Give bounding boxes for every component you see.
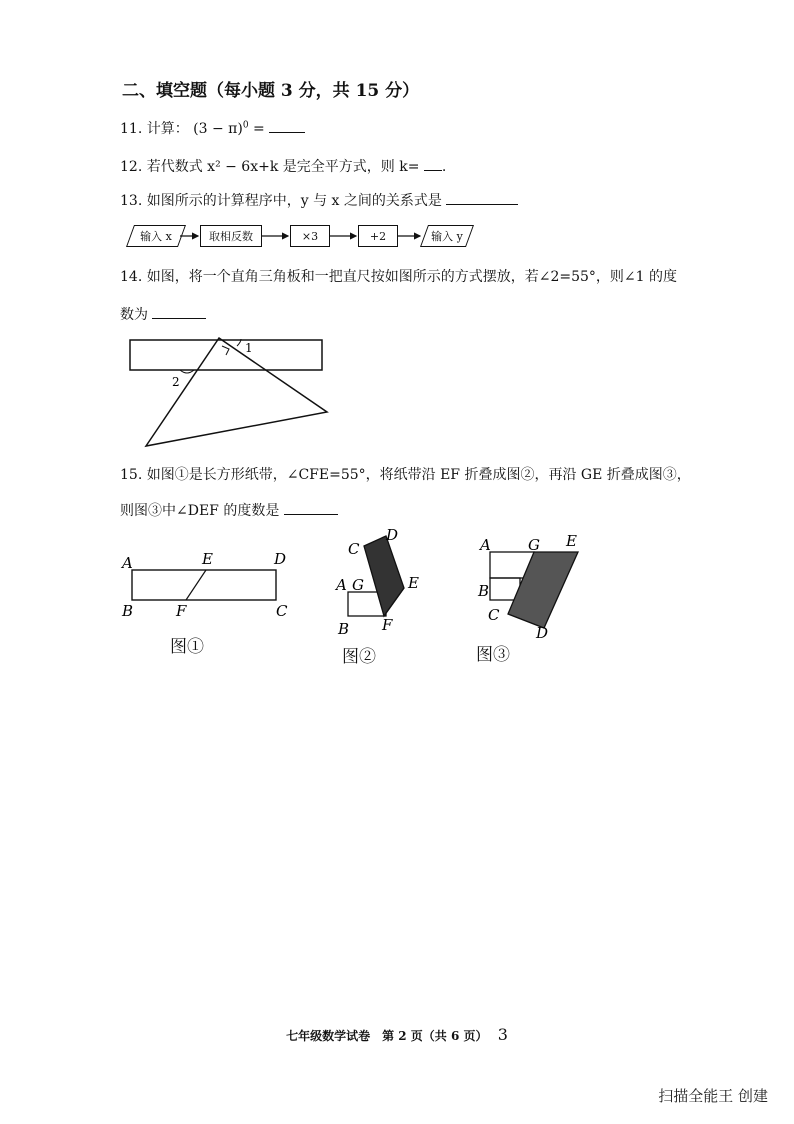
label-d: D xyxy=(386,526,399,544)
figure-3 xyxy=(474,530,590,640)
label-b: B xyxy=(122,602,134,620)
question-11 xyxy=(120,118,305,138)
question-text: 若代数式 x² − 6x+k 是完全平方式，则 k= xyxy=(146,159,420,175)
answer-blank[interactable] xyxy=(446,192,518,205)
section-title: 二、填空题（每小题 3 分，共 15 分） xyxy=(122,81,420,101)
flow-output-box: 输入 y xyxy=(424,225,470,247)
question-text: 如图，将一个直角三角板和一把直尺按如图所示的方式摆放，若∠2=55°，则∠1 的度 xyxy=(146,269,677,285)
question-number: 14. xyxy=(120,269,143,285)
label-a: A xyxy=(122,554,133,572)
line-ef xyxy=(186,570,206,600)
figure-3-caption: 图③ xyxy=(476,645,510,665)
footer-text: 七年级数学试卷 第 2 页（共 6 页） xyxy=(286,1029,488,1043)
label-e: E xyxy=(202,550,213,568)
question-number: 12. xyxy=(120,159,143,175)
label-b: B xyxy=(478,582,490,600)
label-a: A xyxy=(480,536,491,554)
answer-blank[interactable] xyxy=(152,306,206,319)
equals-sign: = xyxy=(253,121,265,137)
figure-2 xyxy=(334,526,434,638)
right-angle-mark xyxy=(222,346,229,355)
question-text-continued: 数为 xyxy=(120,307,148,323)
angle-2-label: 2 xyxy=(172,375,180,389)
math-expression: (3 − π) xyxy=(193,121,243,137)
label-d: D xyxy=(274,550,287,568)
folded-strip xyxy=(508,552,578,628)
question-15 xyxy=(120,464,691,484)
label-a: A xyxy=(336,576,347,594)
label-f: F xyxy=(382,616,393,634)
answer-blank[interactable] xyxy=(424,158,442,171)
page-footer xyxy=(0,1025,794,1044)
label-g: G xyxy=(528,536,540,554)
question-14-line2 xyxy=(120,304,206,324)
exponent: 0 xyxy=(242,120,249,131)
paper-strip xyxy=(132,570,276,600)
question-number: 15. xyxy=(120,467,143,483)
label-b: B xyxy=(338,620,350,638)
label-g: G xyxy=(352,576,364,594)
right-triangle xyxy=(146,338,327,446)
question-15-line2 xyxy=(120,500,338,520)
program-flowchart xyxy=(126,223,476,249)
question-14 xyxy=(120,266,677,286)
question-number: 13. xyxy=(120,193,143,209)
question-13 xyxy=(120,190,518,210)
question-end: . xyxy=(441,159,447,175)
label-e: E xyxy=(566,532,577,550)
label-c: C xyxy=(348,540,360,558)
figure-2-caption: 图② xyxy=(342,647,376,667)
flow-add-box: +2 xyxy=(358,225,398,247)
label-e: E xyxy=(408,574,419,592)
question-text: 如图所示的计算程序中，y 与 x 之间的关系式是 xyxy=(146,193,442,209)
footer-handwritten-mark: 3 xyxy=(497,1025,508,1044)
label-c: C xyxy=(276,602,288,620)
flow-input-box: 输入 x xyxy=(130,225,182,247)
question-text: 如图①是长方形纸带，∠CFE=55°，将纸带沿 EF 折叠成图②，再沿 GE 折叠成图③， xyxy=(146,467,691,483)
flow-negate-box: 取相反数 xyxy=(200,225,262,247)
question-text: 计算： xyxy=(146,121,189,137)
label-f: F xyxy=(176,602,187,620)
label-c: C xyxy=(488,606,500,624)
label-d: D xyxy=(536,624,549,640)
answer-blank[interactable] xyxy=(284,502,338,515)
answer-blank[interactable] xyxy=(269,120,305,133)
figure-1 xyxy=(118,546,298,626)
flow-multiply-box: ×3 xyxy=(290,225,330,247)
question-number: 11. xyxy=(120,121,143,137)
angle-1-label: 1 xyxy=(245,341,253,355)
question-text-continued: 则图③中∠DEF 的度数是 xyxy=(120,503,280,519)
flow-arrows xyxy=(126,223,476,249)
question-12 xyxy=(120,156,446,176)
folded-strip xyxy=(364,536,404,616)
figure-1-caption: 图① xyxy=(170,637,204,657)
ruler-triangle-figure xyxy=(120,330,340,452)
scanner-watermark: 扫描全能王 创建 xyxy=(658,1087,768,1105)
